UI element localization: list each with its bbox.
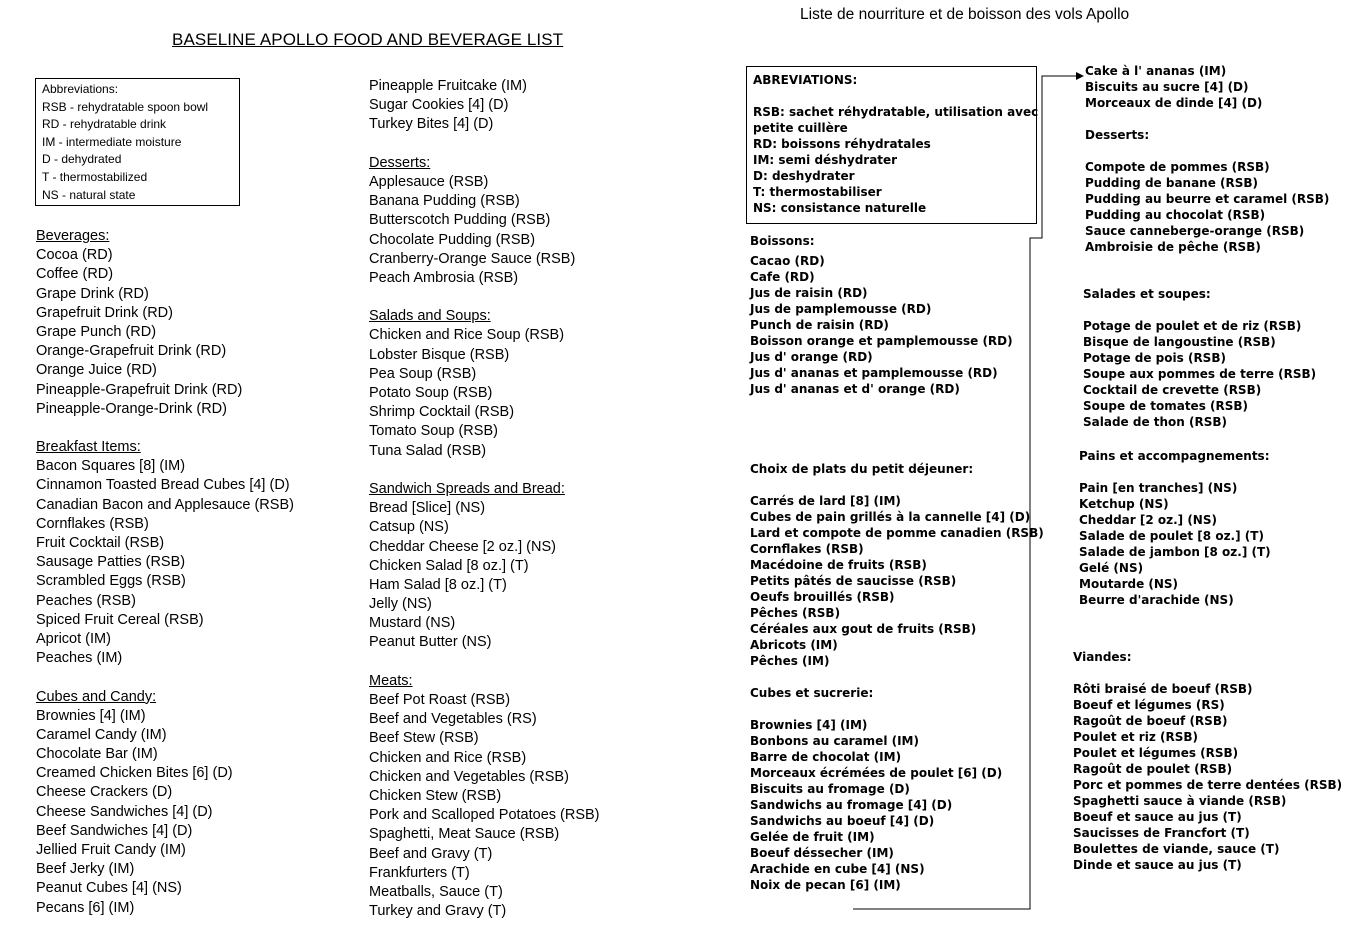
list-item: Cornflakes (RSB) bbox=[750, 542, 864, 556]
list-item: Gelée de fruit (IM) bbox=[750, 830, 875, 844]
list-item: Biscuits au fromage (D) bbox=[750, 782, 910, 796]
list-item: Pea Soup (RSB) bbox=[369, 365, 477, 382]
list-item: Cubes de pain grillés à la cannelle [4] (D) bbox=[750, 510, 1031, 524]
list-item: Turkey and Gravy (T) bbox=[369, 903, 507, 920]
list-item: Chocolate Pudding (RSB) bbox=[369, 231, 536, 248]
list-item: Arachide en cube [4] (NS) bbox=[750, 862, 925, 876]
list-item: Abricots (IM) bbox=[750, 638, 838, 652]
list-item: Apricot (IM) bbox=[36, 630, 111, 647]
list-item: Peaches (RSB) bbox=[36, 592, 136, 609]
abbreviation-line: NS: consistance naturelle bbox=[753, 201, 927, 215]
abbreviation-line: RSB: sachet réhydratable, utilisation avec bbox=[753, 105, 1039, 119]
list-item: Beef Jerky (IM) bbox=[36, 861, 135, 878]
section-heading-viandes: Viandes: bbox=[1073, 650, 1132, 664]
abbreviation-line: IM: semi déshydrater bbox=[753, 153, 898, 167]
french-column-2-top bbox=[1085, 63, 1329, 255]
list-item: Lobster Bisque (RSB) bbox=[369, 346, 510, 363]
list-item: Pineapple-Orange-Drink (RD) bbox=[36, 400, 227, 417]
list-item: Sandwichs au boeuf [4] (D) bbox=[750, 814, 935, 828]
list-item: Meatballs, Sauce (T) bbox=[369, 883, 503, 900]
list-item: Jus d' ananas et d' orange (RD) bbox=[750, 382, 960, 396]
list-item: Dinde et sauce au jus (T) bbox=[1073, 858, 1242, 872]
list-item: Jus de raisin (RD) bbox=[750, 286, 868, 300]
list-item: Oeufs brouillés (RSB) bbox=[750, 590, 895, 604]
list-item: Frankfurters (T) bbox=[369, 864, 470, 881]
list-item: Shrimp Cocktail (RSB) bbox=[369, 404, 515, 421]
list-item: Ragoût de poulet (RSB) bbox=[1073, 762, 1233, 776]
list-item: Morceaux de dinde [4] (D) bbox=[1085, 96, 1263, 110]
list-item: Potage de poulet et de riz (RSB) bbox=[1083, 319, 1302, 333]
list-item: Beef and Gravy (T) bbox=[369, 845, 493, 862]
list-item: Chicken Salad [8 oz.] (T) bbox=[369, 557, 529, 574]
list-item: Banana Pudding (RSB) bbox=[369, 193, 520, 210]
list-item: Potato Soup (RSB) bbox=[369, 385, 493, 401]
english-column-1 bbox=[36, 227, 294, 918]
list-item: Jus d' ananas et pamplemousse (RD) bbox=[750, 366, 998, 380]
list-item: Jelly (NS) bbox=[369, 596, 432, 613]
list-item: Morceaux écrémées de poulet [6] (D) bbox=[750, 766, 1003, 780]
list-item: Orange-Grapefruit Drink (RD) bbox=[36, 343, 227, 360]
list-item: Cheddar [2 oz.] (NS) bbox=[1079, 513, 1217, 527]
english-title: BASELINE APOLLO FOOD AND BEVERAGE LIST bbox=[172, 30, 564, 49]
list-item: Salade de poulet [8 oz.] (T) bbox=[1079, 529, 1264, 543]
list-item: Brownies [4] (IM) bbox=[750, 718, 868, 732]
list-item: Spaghetti sauce à viande (RSB) bbox=[1073, 794, 1287, 808]
english-abbreviations-box bbox=[35, 78, 240, 206]
section-heading-meats: Meats: bbox=[369, 672, 413, 689]
list-item: Boulettes de viande, sauce (T) bbox=[1073, 842, 1280, 856]
section-heading-salads-soups: Salads and Soups: bbox=[369, 308, 491, 325]
list-item: Pudding au beurre et caramel (RSB) bbox=[1085, 192, 1330, 206]
list-item: Biscuits au sucre [4] (D) bbox=[1085, 80, 1249, 94]
list-item: Beef Pot Roast (RSB) bbox=[369, 692, 511, 708]
list-item: Pecans [6] (IM) bbox=[36, 899, 135, 916]
list-item: Pêches (IM) bbox=[750, 654, 830, 668]
list-item: Salade de thon (RSB) bbox=[1083, 415, 1228, 429]
french-title: Liste de nourriture et de boisson des vols Apollo bbox=[800, 6, 1130, 23]
list-item: Salade de jambon [8 oz.] (T) bbox=[1079, 545, 1271, 559]
list-item: Barre de chocolat (IM) bbox=[750, 750, 902, 764]
list-item: Cafe (RD) bbox=[750, 270, 815, 284]
list-item: Peanut Cubes [4] (NS) bbox=[36, 880, 182, 897]
list-item: Pudding de banane (RSB) bbox=[1085, 176, 1259, 190]
abbreviation-line: D - dehydrated bbox=[42, 152, 122, 167]
list-item: Spaghetti, Meat Sauce (RSB) bbox=[369, 826, 560, 843]
list-item: Sauce canneberge-orange (RSB) bbox=[1085, 224, 1305, 238]
list-item: Ragoût de boeuf (RSB) bbox=[1073, 714, 1228, 728]
list-item: Canadian Bacon and Applesauce (RSB) bbox=[36, 496, 294, 513]
abbreviation-heading: ABREVIATIONS: bbox=[753, 73, 858, 87]
list-item: Orange Juice (RD) bbox=[36, 362, 157, 379]
list-item: Pork and Scalloped Potatoes (RSB) bbox=[369, 807, 600, 824]
abbreviation-line: D: deshydrater bbox=[753, 169, 855, 183]
section-heading-beverages: Beverages: bbox=[36, 228, 110, 244]
french-column-1 bbox=[750, 233, 1044, 893]
list-item: Poulet et riz (RSB) bbox=[1073, 730, 1198, 744]
list-item: Soupe de tomates (RSB) bbox=[1083, 399, 1249, 413]
list-item: Brownies [4] (IM) bbox=[36, 707, 146, 724]
list-item: Beurre d'arachide (NS) bbox=[1079, 593, 1234, 607]
list-item: Fruit Cocktail (RSB) bbox=[36, 535, 165, 551]
list-item: Céréales aux gout de fruits (RSB) bbox=[750, 622, 977, 636]
list-item: Coffee (RD) bbox=[36, 266, 114, 283]
english-column-2 bbox=[369, 77, 600, 921]
list-item: Jus d' orange (RD) bbox=[750, 350, 873, 364]
list-item: Cranberry-Orange Sauce (RSB) bbox=[369, 250, 576, 267]
section-heading-sandwich-spreads: Sandwich Spreads and Bread: bbox=[369, 480, 565, 497]
list-item: Lard et compote de pomme canadien (RSB) bbox=[750, 526, 1044, 540]
list-item: Peanut Butter (NS) bbox=[369, 634, 492, 651]
list-item: Noix de pecan [6] (IM) bbox=[750, 878, 901, 892]
french-column-2-salades bbox=[1083, 286, 1316, 430]
abbreviation-line: T - thermostabilized bbox=[42, 169, 148, 184]
list-item: Cheese Sandwiches [4] (D) bbox=[36, 803, 213, 820]
list-item: Soupe aux pommes de terre (RSB) bbox=[1083, 367, 1317, 381]
section-heading-breakfast: Breakfast Items: bbox=[36, 439, 141, 456]
list-item: Bisque de langoustine (RSB) bbox=[1083, 335, 1276, 349]
section-heading-cubes-candy: Cubes and Candy: bbox=[36, 688, 157, 705]
section-heading-cubes-sucrerie: Cubes et sucrerie: bbox=[750, 686, 874, 700]
list-item: Boeuf déssecher (IM) bbox=[750, 846, 894, 860]
list-item: Ambroisie de pêche (RSB) bbox=[1085, 240, 1261, 254]
section-heading-desserts-fr: Desserts: bbox=[1085, 128, 1150, 142]
list-item: Turkey Bites [4] (D) bbox=[369, 116, 494, 133]
list-item: Grape Punch (RD) bbox=[36, 323, 157, 340]
list-item: Cocktail de crevette (RSB) bbox=[1083, 383, 1262, 397]
list-item: Applesauce (RSB) bbox=[369, 173, 489, 190]
list-item: Grapefruit Drink (RD) bbox=[36, 304, 173, 321]
list-item: Gelé (NS) bbox=[1079, 561, 1144, 575]
list-item: Jus de pamplemousse (RD) bbox=[750, 302, 932, 316]
abbreviation-line: RD - rehydratable drink bbox=[42, 117, 167, 132]
list-item: Bread [Slice] (NS) bbox=[369, 500, 486, 517]
list-item: Caramel Candy (IM) bbox=[36, 726, 167, 743]
list-item: Beef Stew (RSB) bbox=[369, 730, 479, 747]
list-item: Boeuf et sauce au jus (T) bbox=[1073, 810, 1242, 824]
list-item: Cocoa (RD) bbox=[36, 247, 113, 264]
list-item: Catsup (NS) bbox=[369, 519, 449, 536]
list-item: Chicken and Rice (RSB) bbox=[369, 749, 527, 766]
abbreviation-line: T: thermostabiliser bbox=[753, 185, 882, 199]
list-item: Pineapple Fruitcake (IM) bbox=[369, 78, 527, 94]
list-item: Pain [en tranches] (NS) bbox=[1079, 481, 1238, 495]
list-item: Pudding au chocolat (RSB) bbox=[1085, 208, 1266, 222]
list-item: Pêches (RSB) bbox=[750, 606, 841, 620]
list-item: Macédoine de fruits (RSB) bbox=[750, 558, 927, 572]
list-item: Chicken and Vegetables (RSB) bbox=[369, 768, 569, 785]
list-item: Cheddar Cheese [2 oz.] (NS) bbox=[369, 538, 556, 555]
section-heading-desserts: Desserts: bbox=[369, 154, 431, 171]
list-item: Porc et pommes de terre dentées (RSB) bbox=[1073, 778, 1343, 792]
list-item: Pineapple-Grapefruit Drink (RD) bbox=[36, 381, 243, 398]
abbreviation-line: petite cuillère bbox=[753, 121, 848, 135]
list-item: Compote de pommes (RSB) bbox=[1085, 160, 1270, 174]
list-item: Mustard (NS) bbox=[369, 615, 456, 632]
list-item: Cornflakes (RSB) bbox=[36, 515, 149, 532]
abbreviation-line: RD: boissons réhydratales bbox=[753, 137, 931, 151]
list-item: Sandwichs au fromage [4] (D) bbox=[750, 798, 953, 812]
list-item: Bonbons au caramel (IM) bbox=[750, 734, 919, 748]
section-heading-salades: Salades et soupes: bbox=[1083, 287, 1211, 301]
list-item: Sugar Cookies [4] (D) bbox=[369, 97, 509, 114]
abbreviation-line: IM - intermediate moisture bbox=[42, 134, 182, 149]
list-item: Potage de pois (RSB) bbox=[1083, 351, 1226, 365]
section-heading-boissons: Boissons: bbox=[750, 234, 815, 248]
list-item: Boeuf et légumes (RS) bbox=[1073, 698, 1225, 712]
list-item: Spiced Fruit Cereal (RSB) bbox=[36, 611, 204, 628]
list-item: Butterscotch Pudding (RSB) bbox=[369, 212, 551, 229]
list-item: Cacao (RD) bbox=[750, 254, 825, 268]
list-item: Tomato Soup (RSB) bbox=[369, 423, 498, 440]
list-item: Creamed Chicken Bites [6] (D) bbox=[36, 765, 233, 782]
list-item: Chicken and Rice Soup (RSB) bbox=[369, 327, 565, 344]
list-item: Saucisses de Francfort (T) bbox=[1073, 826, 1250, 840]
list-item: Chocolate Bar (IM) bbox=[36, 746, 158, 763]
list-item: Ketchup (NS) bbox=[1079, 497, 1169, 511]
list-item: Moutarde (NS) bbox=[1079, 577, 1179, 591]
list-item: Scrambled Eggs (RSB) bbox=[36, 573, 186, 590]
list-item: Tuna Salad (RSB) bbox=[369, 442, 487, 459]
list-item: Boisson orange et pamplemousse (RD) bbox=[750, 334, 1013, 348]
section-heading-pains: Pains et accompagnements: bbox=[1079, 449, 1270, 463]
list-item: Punch de raisin (RD) bbox=[750, 318, 889, 332]
list-item: Beef and Vegetables (RS) bbox=[369, 711, 537, 728]
abbreviation-line: RSB - rehydratable spoon bowl bbox=[42, 99, 209, 114]
list-item: Rôti braisé de boeuf (RSB) bbox=[1073, 682, 1253, 696]
list-item: Carrés de lard [8] (IM) bbox=[750, 494, 901, 508]
list-item: Bacon Squares [8] (IM) bbox=[36, 458, 186, 475]
french-column-2-viandes bbox=[1073, 649, 1342, 873]
list-item: Peach Ambrosia (RSB) bbox=[369, 269, 519, 286]
list-item: Poulet et légumes (RSB) bbox=[1073, 746, 1239, 760]
list-item: Chicken Stew (RSB) bbox=[369, 787, 502, 804]
list-item: Sausage Patties (RSB) bbox=[36, 554, 186, 571]
list-item: Ham Salad [8 oz.] (T) bbox=[369, 576, 507, 593]
section-heading-petit-dejeuner: Choix de plats du petit déjeuner: bbox=[750, 462, 974, 476]
french-column-2-pains bbox=[1079, 448, 1271, 608]
list-item: Grape Drink (RD) bbox=[36, 285, 149, 302]
list-item: Cheese Crackers (D) bbox=[36, 784, 173, 801]
abbreviation-line: Abbreviations: bbox=[42, 82, 119, 96]
list-item: Beef Sandwiches [4] (D) bbox=[36, 822, 193, 839]
list-item: Cinnamon Toasted Bread Cubes [4] (D) bbox=[36, 477, 290, 494]
list-item: Peaches (IM) bbox=[36, 650, 123, 667]
list-item: Cake à l' ananas (IM) bbox=[1085, 64, 1227, 78]
abbreviation-line: NS - natural state bbox=[42, 187, 136, 202]
list-item: Jellied Fruit Candy (IM) bbox=[36, 842, 186, 858]
list-item: Petits pâtés de saucisse (RSB) bbox=[750, 574, 957, 588]
